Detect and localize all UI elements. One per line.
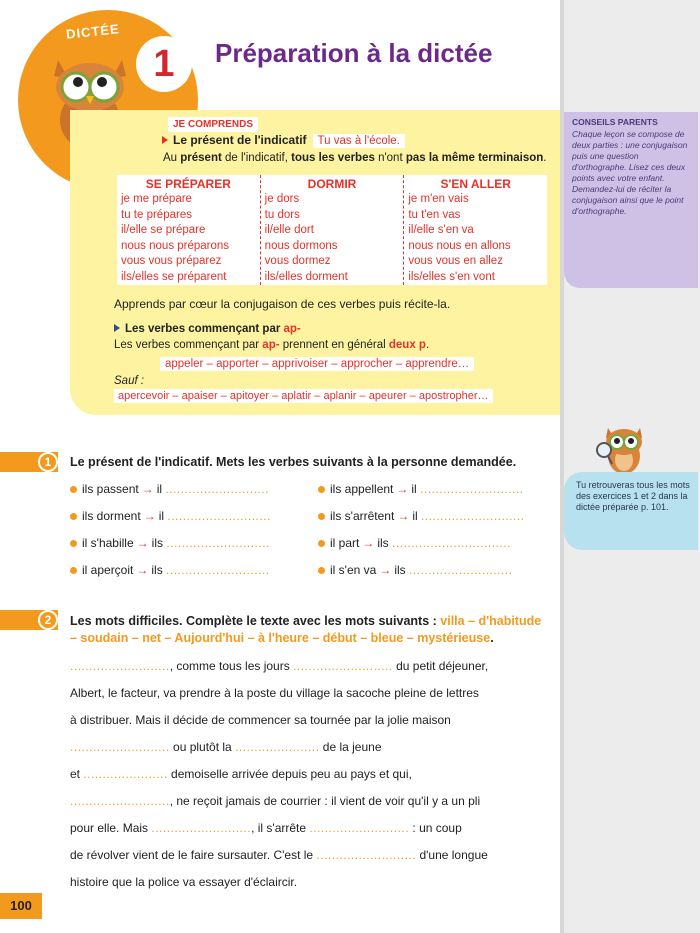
exercise-2-instruction: Les mots difficiles. Complète le texte avec les mots suivants : xyxy=(70,614,441,628)
conj-row: vous vous préparez xyxy=(121,255,222,267)
answer-blank[interactable]: ........................... xyxy=(166,563,270,577)
triangle-bullet-icon xyxy=(162,136,168,144)
text-line xyxy=(70,821,462,835)
answer-blank[interactable]: .......................... xyxy=(151,821,252,835)
item-target: il xyxy=(412,509,418,523)
except-label: Sauf : xyxy=(114,375,145,387)
item-source: il aperçoit xyxy=(82,563,134,577)
text-part: : un coup xyxy=(409,821,462,835)
conj-row: vous dormez xyxy=(264,255,331,267)
verbs-ap-rule xyxy=(114,339,429,351)
bullet-dot-icon xyxy=(70,486,77,493)
rule-text-bold: pas la même terminaison xyxy=(405,152,544,164)
conj-column-dormir xyxy=(261,175,405,285)
exercise-2-title xyxy=(70,613,550,647)
rule-example: Tu vas à l'école. xyxy=(313,134,405,148)
verbs-title-prefix: ap- xyxy=(283,323,301,335)
text-line xyxy=(70,767,412,781)
exercise-item xyxy=(70,509,271,523)
conj-header: SE PRÉPARER xyxy=(145,177,231,191)
conj-row: tu t'en vas xyxy=(408,208,461,221)
answer-blank[interactable]: ...................... xyxy=(83,767,168,781)
text-part: de la jeune xyxy=(319,740,382,754)
item-source: il s'en va xyxy=(330,563,377,577)
page-title: Préparation à la dictée xyxy=(215,38,493,68)
exercise-item xyxy=(70,536,270,550)
exercise-2-instruction: . xyxy=(490,631,494,645)
arrow-right-icon: → xyxy=(136,563,149,577)
bullet-dot-icon xyxy=(318,513,325,520)
ap-examples: appeler – apporter – apprivoiser – approcher – apprendre… xyxy=(160,357,474,371)
text-part: Albert, le facteur, va prendre à la poste du village la sacoche pleine de lettres xyxy=(70,686,479,700)
bullet-dot-icon xyxy=(70,540,77,547)
page-number: 100 xyxy=(0,893,42,919)
arrow-right-icon: → xyxy=(379,563,392,577)
text-line xyxy=(70,848,488,862)
conj-row: ils/elles s'en vont xyxy=(408,270,495,283)
answer-blank[interactable]: ........................... xyxy=(420,482,524,496)
lesson-number: 1 xyxy=(136,36,192,92)
bullet-dot-icon xyxy=(70,513,77,520)
answer-blank[interactable]: .......................... xyxy=(293,659,393,673)
conj-row: il/elle se prépare xyxy=(121,224,206,236)
item-source: ils passent xyxy=(82,482,139,496)
conj-row: je me prépare xyxy=(121,193,192,205)
item-target: il xyxy=(158,509,165,523)
rule-text-part: n'ont xyxy=(374,152,406,164)
exercise-number: 1 xyxy=(38,452,58,472)
rule-title-line xyxy=(162,133,405,148)
text-line xyxy=(70,740,382,754)
answer-blank[interactable]: .......................... xyxy=(70,740,170,754)
bullet-dot-icon xyxy=(318,567,325,574)
conj-row: il/elle s'en va xyxy=(408,224,474,236)
answer-blank[interactable]: ...................... xyxy=(235,740,320,754)
verbs-title-part: Les verbes commençant par xyxy=(125,323,284,335)
learn-instruction: Apprends par cœur la conjugaison de ces verbes puis récite-la. xyxy=(114,297,451,311)
verbs-rule-part: . xyxy=(425,339,430,351)
text-part: ou plutôt la xyxy=(169,740,236,754)
exercise-item xyxy=(70,482,269,496)
text-part: pour elle. Mais xyxy=(70,821,152,835)
verbs-rule-part: prennent en général xyxy=(279,339,389,351)
conj-row: nous nous préparons xyxy=(121,239,230,252)
conj-row: ils/elles dorment xyxy=(264,270,348,283)
verbs-rule-part: Les verbes commençant par xyxy=(114,339,263,351)
answer-blank[interactable]: .......................... xyxy=(316,848,417,862)
parent-tips-title: CONSEILS PARENTS xyxy=(572,117,658,127)
text-line xyxy=(70,713,451,727)
conj-row: tu dors xyxy=(264,208,300,221)
text-part: , comme tous les jours xyxy=(169,659,294,673)
verbs-rule-prefix: ap- xyxy=(262,339,280,351)
exercise-number: 2 xyxy=(38,610,58,630)
text-part: à distribuer. Mais il décide de commencer sa tournée par la jolie maison xyxy=(70,713,451,727)
rule-title: Le présent de l'indicatif xyxy=(173,133,307,147)
parent-tips-text: Chaque leçon se compose de deux parties : une conjugaison puis une question d'orthographe. Lisez ces deux points avec votre enfant. Demandez-lui de réciter la conjugaison ainsi que le point d'orthographe. xyxy=(572,129,688,216)
owl-magnifier-icon xyxy=(594,420,650,476)
badge-label: DICTÉE xyxy=(65,21,121,42)
parent-tips-box xyxy=(564,112,698,288)
exercise-item xyxy=(318,536,511,550)
exercise-item xyxy=(318,563,513,577)
answer-blank[interactable]: ........................... xyxy=(409,563,513,577)
item-target: il xyxy=(156,482,163,496)
rule-text-part: . xyxy=(543,152,547,164)
answer-blank[interactable]: .......................... xyxy=(309,821,410,835)
conj-row: vous vous en allez xyxy=(408,255,503,267)
exercise-1-title: Le présent de l'indicatif. Mets les verbes suivants à la personne demandée. xyxy=(70,455,517,469)
bullet-dot-icon xyxy=(318,540,325,547)
conj-row: ils/elles se préparent xyxy=(121,270,227,283)
item-source: ils dorment xyxy=(82,509,141,523)
exercise-item xyxy=(318,482,524,496)
conj-row: nous nous en allons xyxy=(408,239,511,252)
conj-header: DORMIR xyxy=(307,177,357,191)
text-line xyxy=(70,794,480,808)
verbs-rule-emphasis: deux p xyxy=(388,339,426,351)
answer-blank[interactable]: .......................... xyxy=(70,659,170,673)
triangle-bullet-icon xyxy=(114,324,120,332)
bullet-dot-icon xyxy=(70,567,77,574)
conj-row: il/elle dort xyxy=(264,224,314,236)
item-target: ils xyxy=(394,563,406,577)
text-line xyxy=(70,686,479,700)
bullet-dot-icon xyxy=(318,486,325,493)
text-part: , il s'arrête xyxy=(251,821,310,835)
text-part: , ne reçoit jamais de courrier : il vient de voir qu'il y a un pli xyxy=(169,794,481,808)
arrow-right-icon: → xyxy=(136,536,149,550)
answer-blank[interactable]: .......................... xyxy=(70,794,170,808)
text-part: demoiselle arrivée depuis peu au pays et qui, xyxy=(167,767,412,781)
conj-column-se-preparer xyxy=(117,175,261,285)
verbs-ap-title xyxy=(114,323,301,335)
arrow-right-icon: → xyxy=(362,536,375,550)
text-part: du petit déjeuner, xyxy=(392,659,489,673)
text-part: histoire que la police va essayer d'éclaircir. xyxy=(70,875,298,889)
text-part: de révolver vient de le faire sursauter. C'est le xyxy=(70,848,317,862)
item-source: ils appellent xyxy=(330,482,394,496)
item-source: il part xyxy=(330,536,360,550)
arrow-right-icon: → xyxy=(141,482,154,496)
conj-header: S'EN ALLER xyxy=(440,177,511,191)
exercise-item xyxy=(318,509,525,523)
ap-exceptions: apercevoir – apaiser – apitoyer – aplatir – aplanir – apeurer – apostropher… xyxy=(114,389,493,403)
arrow-right-icon: → xyxy=(397,509,410,523)
answer-blank[interactable]: ........................... xyxy=(165,482,269,496)
rule-text-part: Au xyxy=(163,152,181,164)
item-target: ils xyxy=(377,536,389,550)
answer-blank[interactable]: ........................... xyxy=(167,509,271,523)
item-source: ils s'arrêtent xyxy=(330,509,395,523)
conj-column-s-en-aller xyxy=(404,175,547,285)
text-line xyxy=(70,659,488,673)
rule-text-bold: présent xyxy=(180,152,222,164)
je-comprends-label: JE COMPRENDS xyxy=(168,117,258,132)
rule-text-part: de l'indicatif, xyxy=(221,152,292,164)
arrow-right-icon: → xyxy=(143,509,156,523)
item-target: il xyxy=(411,482,417,496)
item-target: ils xyxy=(151,536,163,550)
conj-row: nous dormons xyxy=(264,239,338,252)
rule-text-bold: tous les verbes xyxy=(291,152,375,164)
item-source: il s'habille xyxy=(82,536,134,550)
conj-row: je m'en vais xyxy=(408,193,469,205)
item-target: ils xyxy=(151,563,163,577)
text-line xyxy=(70,875,297,889)
answer-blank[interactable]: ........................... xyxy=(421,509,525,523)
answer-blank[interactable]: ........................... xyxy=(166,536,270,550)
rule-text xyxy=(163,152,546,164)
conj-row: je dors xyxy=(264,193,300,205)
conjugation-table xyxy=(117,175,547,285)
conj-row: tu te prépares xyxy=(121,208,192,221)
word-list: villa – d'habitude – soudain – net – Aujourd'hui – à l'heure – début – bleue – mystérieuse xyxy=(70,614,542,645)
tip-bubble: Tu retrouveras tous les mots des exercices 1 et 2 dans la dictée préparée p. 101. xyxy=(564,472,698,550)
exercise-item xyxy=(70,563,270,577)
answer-blank[interactable]: ............................... xyxy=(392,536,511,550)
arrow-right-icon: → xyxy=(396,482,409,496)
text-part: d'une longue xyxy=(416,848,488,862)
text-part: et xyxy=(70,767,84,781)
